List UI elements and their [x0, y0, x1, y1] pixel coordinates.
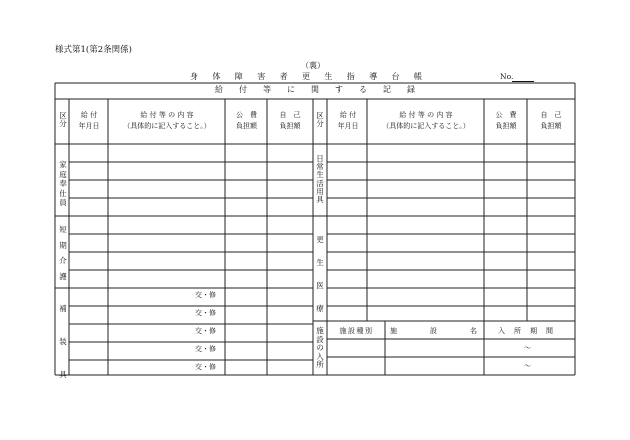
- header-content-left-2: （具体的に記入すること。）: [123, 122, 211, 130]
- category-daily-living-tools: 日常生活用具: [316, 154, 324, 205]
- section-header: 給 付 等 に 関 す る 記 録: [215, 85, 415, 94]
- admission-period-label: 入所期間: [498, 327, 562, 335]
- kou-shu-label: 交・修: [195, 327, 216, 335]
- number-label: No.: [500, 72, 514, 81]
- page-title: 身体障害者更生指導台帳: [190, 72, 437, 81]
- header-public-left-1: 公 費: [236, 111, 257, 119]
- header-self-right-1: 自 己: [540, 111, 562, 119]
- category-rehab-medical: 更生医療: [316, 235, 324, 313]
- header-date-left-1: 給 付: [80, 111, 98, 119]
- header-content-right-2: （具体的に記入すること。）: [382, 122, 470, 130]
- header-self-left-2: 負担額: [279, 122, 301, 130]
- kou-shu-label: 交・修: [195, 309, 216, 317]
- category-facility-admission: 施設の入所: [316, 326, 324, 370]
- facility-name-label-2: 設: [430, 327, 437, 335]
- kou-shu-label: 交・修: [195, 345, 216, 353]
- category-prosthetics: 補装具: [59, 304, 67, 379]
- header-public-left-2: 負担額: [236, 122, 257, 130]
- header-self-left-1: 自 己: [279, 111, 301, 119]
- kou-shu-label: 交・修: [195, 363, 216, 371]
- facility-name-label-1: 施: [390, 327, 397, 335]
- period-tilde: ～: [524, 362, 531, 370]
- header-date-left-2: 年月日: [78, 122, 100, 130]
- header-category-right: 区分: [316, 111, 324, 128]
- facility-name-label-3: 名: [470, 327, 477, 335]
- header-content-left-1: 給 付 等 の 内 容: [140, 111, 194, 119]
- kou-shu-label: 交・修: [195, 291, 216, 299]
- header-category-left: 区分: [59, 111, 67, 128]
- header-content-right-1: 給 付 等 の 内 容: [399, 111, 453, 119]
- form-number: 様式第1(第2条関係): [55, 45, 132, 55]
- period-tilde: ～: [524, 344, 531, 352]
- category-short-term-care: 短期介護: [59, 225, 67, 281]
- facility-type-label: 施設種別: [339, 327, 374, 335]
- header-public-right-2: 負担額: [495, 122, 517, 130]
- header-date-right-2: 年月日: [337, 122, 359, 130]
- header-public-right-1: 公 費: [495, 111, 517, 119]
- header-self-right-2: 負担額: [540, 122, 562, 130]
- category-home-helper: 家庭奉仕員: [59, 160, 67, 207]
- side-label: （裏）: [301, 61, 325, 70]
- header-date-right-1: 給 付: [339, 111, 357, 119]
